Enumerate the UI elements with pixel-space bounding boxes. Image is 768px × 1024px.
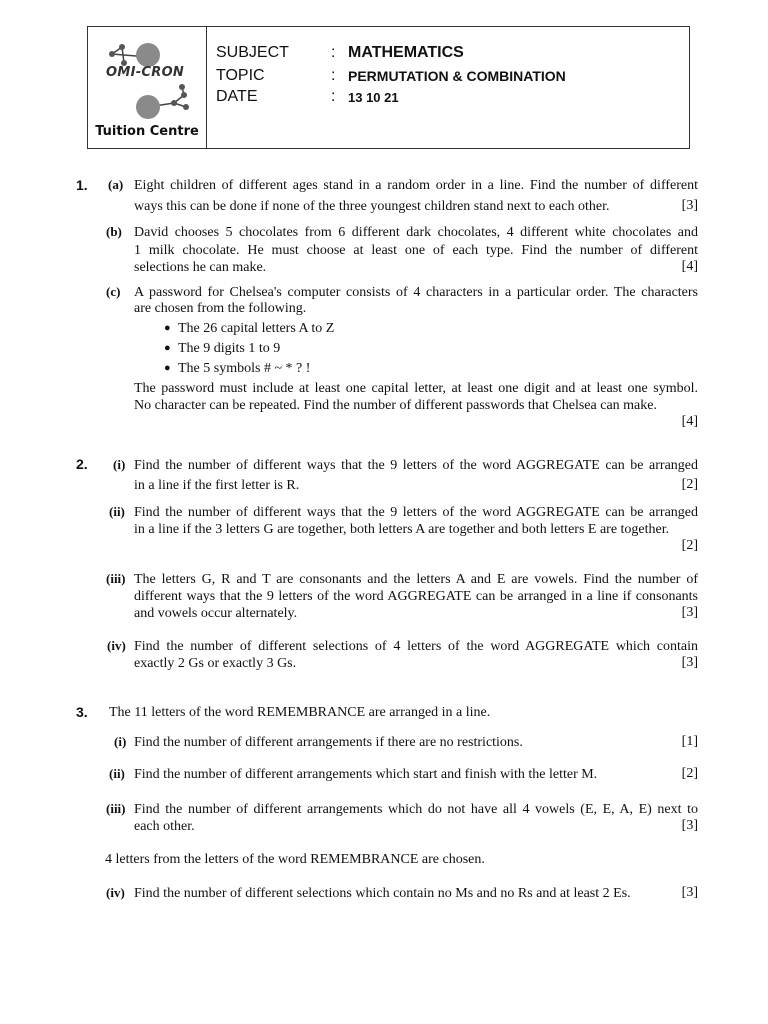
topic-colon: : (331, 67, 336, 84)
q2iv-line2: exactly 2 Gs or exactly 3 Gs. (134, 656, 297, 671)
q1a-line1: Eight children of different ages stand in a random order in a line. Find the number of different (134, 178, 698, 193)
q1b-label: (b) (106, 224, 122, 239)
logo-text: OMI-CRON (106, 65, 185, 80)
q3i-label: (i) (114, 734, 127, 749)
q2i-line2: in a line if the first letter is R. (134, 478, 300, 493)
q2ii-line2: in a line if the 3 letters G are together, both letters A are together and both letters E are together. (134, 522, 670, 537)
q1c-bullet-1: The 26 capital letters A to Z (178, 321, 335, 336)
q1a-marks: [3] (681, 198, 698, 213)
date-colon: : (331, 88, 336, 105)
q2i-marks: [2] (681, 477, 698, 492)
q2ii-line1: Find the number of different ways that the 9 letters of the word AGGREGATE can be arranged (134, 505, 698, 520)
q2iii-marks: [3] (681, 605, 698, 620)
q2iv-label: (iv) (107, 638, 126, 653)
q2ii-label: (ii) (109, 504, 125, 519)
q3i-line1: Find the number of different arrangements if there are no restrictions. (134, 735, 523, 750)
logo (88, 27, 206, 148)
q3ii-line1: Find the number of different arrangements which start and finish with the letter M. (134, 767, 598, 782)
bullet-icon: ● (164, 322, 171, 334)
q1c-line2: are chosen from the following. (134, 301, 307, 316)
date-value: 13 10 21 (348, 90, 399, 105)
q1c-bullet-3: The 5 symbols # ~ * ? ! (178, 361, 311, 376)
q1c-line1: A password for Chelsea's computer consists of 4 characters in a particular order. The characters (134, 285, 698, 300)
q3iii-line2: each other. (134, 819, 195, 834)
date-label: DATE (216, 88, 258, 105)
q3iv-label: (iv) (106, 885, 125, 900)
logo-caption: Tuition Centre (95, 124, 199, 139)
q1c-label: (c) (106, 284, 121, 299)
q1a-line2: ways this can be done if none of the three youngest children stand next to each other. (134, 199, 610, 214)
q2iv-line1: Find the number of different selections of 4 letters of the word AGGREGATE which contain (134, 639, 698, 654)
q3iii-marks: [3] (681, 818, 698, 833)
q3ii-label: (ii) (109, 766, 125, 781)
q1c-line4: No character can be repeated. Find the number of different passwords that Chelsea can make. (134, 398, 657, 413)
q2iii-line1: The letters G, R and T are consonants and the letters A and E are vowels. Find the number of (134, 572, 698, 587)
q3i-marks: [1] (681, 734, 698, 749)
q2iii-line2: different ways that the 9 letters of the word AGGREGATE can be arranged in a line if consonants (134, 589, 698, 604)
header-box (87, 26, 690, 149)
q3ii-marks: [2] (681, 766, 698, 781)
q2ii-marks: [2] (681, 538, 698, 553)
topic-label: TOPIC (216, 67, 265, 84)
header-divider (206, 27, 207, 148)
q1c-marks: [4] (681, 414, 698, 429)
subject-label: SUBJECT (216, 44, 289, 61)
q3-intro: The 11 letters of the word REMEMBRANCE are arranged in a line. (109, 705, 491, 720)
q1b-marks: [4] (681, 259, 698, 274)
q3-mid-text: 4 letters from the letters of the word REMEMBRANCE are chosen. (105, 852, 485, 867)
q2iv-marks: [3] (681, 655, 698, 670)
bullet-icon: ● (164, 362, 171, 374)
topic-value: PERMUTATION & COMBINATION (348, 68, 566, 84)
question-3-number: 3. (76, 704, 88, 720)
q3iii-label: (iii) (106, 801, 126, 816)
q1c-bullet-2: The 9 digits 1 to 9 (178, 341, 281, 356)
question-1-number: 1. (76, 177, 88, 193)
q2iii-label: (iii) (106, 571, 126, 586)
question-2-number: 2. (76, 456, 88, 472)
subject-value: MATHEMATICS (348, 44, 464, 61)
q1c-line3: The password must include at least one capital letter, at least one digit and at least one symbol. (134, 381, 698, 396)
q3iii-line1: Find the number of different arrangements which do not have all 4 vowels (E, E, A, E) next to (134, 802, 698, 817)
q1b-line2: 1 milk chocolate. He must choose at least one of each type. Find the number of different (134, 243, 698, 258)
q2i-line1: Find the number of different ways that the 9 letters of the word AGGREGATE can be arranged (134, 458, 698, 473)
q1a-label: (a) (108, 177, 124, 192)
q1b-line1: David chooses 5 chocolates from 6 different dark chocolates, 4 different white chocolates and (134, 225, 698, 240)
bullet-icon: ● (164, 342, 171, 354)
q2iii-line3: and vowels occur alternately. (134, 606, 298, 621)
subject-colon: : (331, 44, 336, 61)
q3iv-line1: Find the number of different selections which contain no Ms and no Rs and at least 2 Es. (134, 886, 631, 901)
q3iv-marks: [3] (681, 885, 698, 900)
q1b-line3: selections he can make. (134, 260, 267, 275)
q2i-label: (i) (113, 457, 126, 472)
